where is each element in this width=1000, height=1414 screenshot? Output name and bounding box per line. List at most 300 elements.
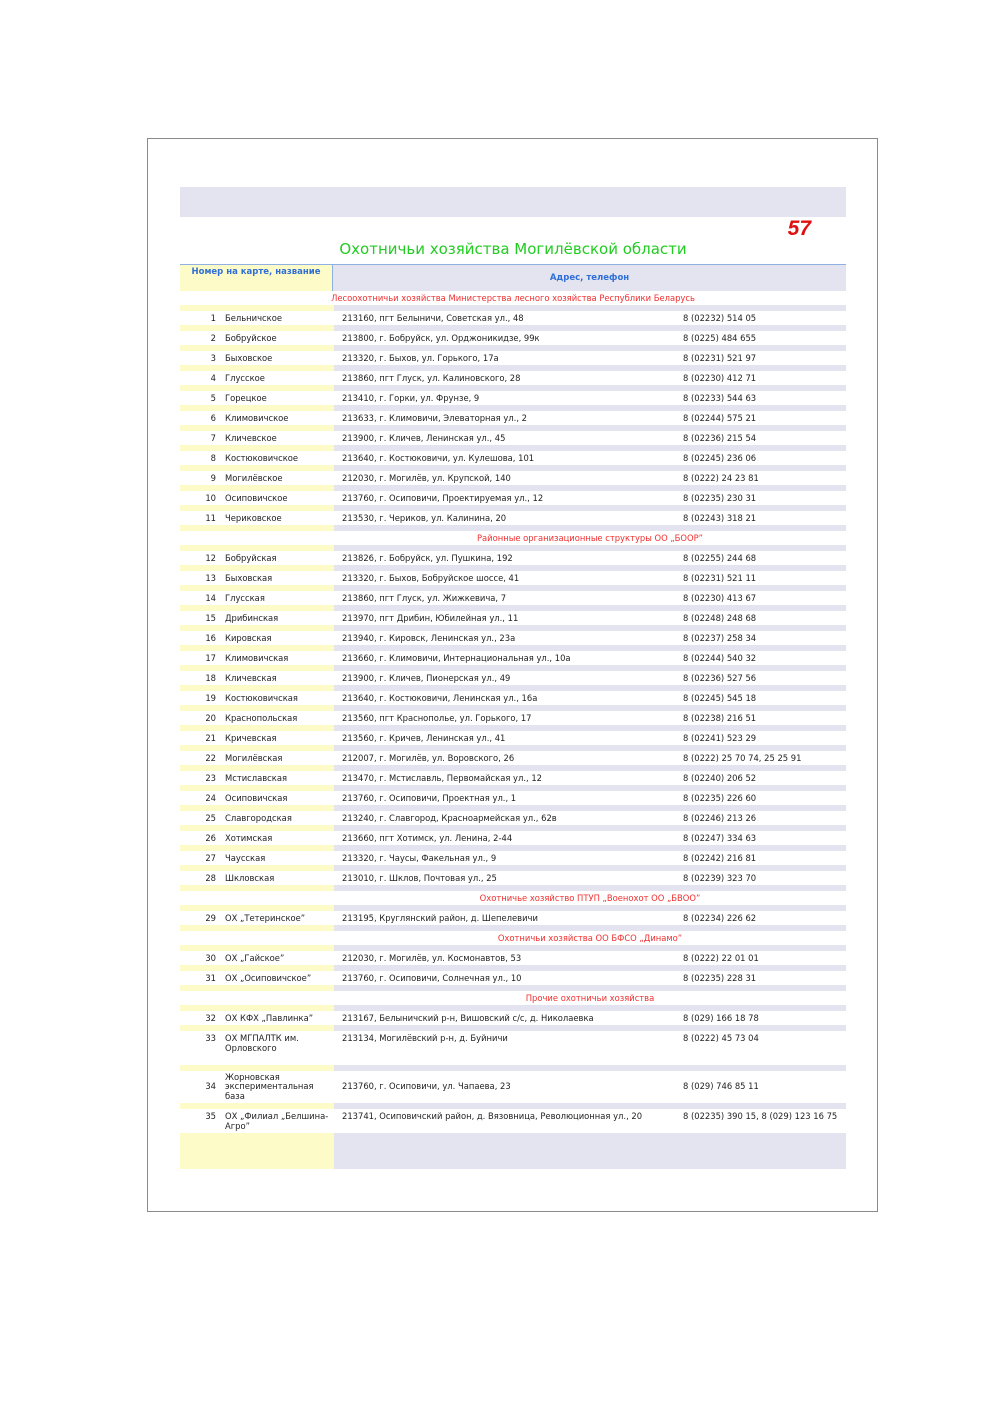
- stripe-left: [180, 1025, 334, 1031]
- row-address: 213160, пгт Белыничи, Советская ул., 48: [342, 313, 524, 323]
- row-phone: 8 (02235) 230 31: [683, 493, 757, 503]
- stripe-right: [334, 585, 846, 591]
- row-phone: 8 (02239) 323 70: [683, 873, 757, 883]
- row-number: 26: [205, 833, 216, 843]
- row-phone: 8 (02230) 412 71: [683, 373, 757, 383]
- hunting-farms-table: [180, 291, 846, 1169]
- row-name: Костюковичская: [225, 693, 298, 703]
- stripe-left: [180, 925, 334, 931]
- row-phone: 8 (02233) 544 63: [683, 393, 757, 403]
- row-phone: 8 (02243) 318 21: [683, 513, 757, 523]
- stripe-left: [180, 305, 334, 311]
- stripe-right: [334, 625, 846, 631]
- row-phone: 8 (02245) 545 18: [683, 693, 757, 703]
- stripe-left: [180, 845, 334, 851]
- row-name: ОХ „Филиал „Белшина-Агро”: [225, 1111, 329, 1131]
- header-col-name: Номер на карте, название: [180, 265, 333, 291]
- stripe-left: [180, 425, 334, 431]
- page-content: [180, 187, 846, 1131]
- row-address: 213134, Могилёвский р-н, д. Буйничи: [342, 1033, 508, 1043]
- table-row: [180, 1109, 846, 1133]
- table-header: [180, 264, 846, 291]
- row-name: Кличевское: [225, 433, 277, 443]
- row-stripe: [180, 745, 846, 751]
- stripe-left: [180, 465, 334, 471]
- row-name: Славгородская: [225, 813, 292, 823]
- row-number: 1: [210, 313, 216, 323]
- row-number: 6: [210, 413, 216, 423]
- row-address: 212030, г. Могилёв, ул. Крупской, 140: [342, 473, 511, 483]
- row-address: 213741, Осиповичский район, д. Вязовница, Революционная ул., 20: [342, 1111, 643, 1121]
- stripe-left: [180, 405, 334, 411]
- row-stripe: [180, 965, 846, 971]
- stripe-right: [334, 365, 846, 371]
- row-number: 23: [205, 773, 216, 783]
- stripe-right: [334, 785, 846, 791]
- stripe-right: [334, 725, 846, 731]
- table-row: [180, 671, 846, 685]
- table-row: [180, 351, 846, 365]
- page-title: Охотничьи хозяйства Могилёвской области: [339, 240, 687, 258]
- stripe-right: [334, 965, 846, 971]
- row-phone: 8 (02244) 575 21: [683, 413, 757, 423]
- row-name: Шкловская: [225, 873, 275, 883]
- row-number: 15: [205, 613, 216, 623]
- stripe-left: [180, 805, 334, 811]
- table-row: [180, 971, 846, 985]
- row-address: 213760, г. Осиповичи, Проектная ул., 1: [342, 793, 517, 803]
- row-address: 213900, г. Кличев, Ленинская ул., 45: [342, 433, 506, 443]
- row-name: Горецкое: [225, 393, 267, 403]
- row-address: 213240, г. Славгород, Красноармейская ул., 62в: [342, 813, 557, 823]
- stripe-left: [180, 885, 334, 891]
- stripe-left: [180, 545, 334, 551]
- row-stripe: [180, 545, 846, 551]
- stripe-right: [334, 765, 846, 771]
- row-stripe: [180, 365, 846, 371]
- stripe-right: [334, 345, 846, 351]
- row-stripe: [180, 805, 846, 811]
- row-name: Могилёвская: [225, 753, 283, 763]
- row-name: Кировская: [225, 633, 272, 643]
- bottom-band-left: [180, 1133, 334, 1169]
- row-address: 213320, г. Чаусы, Факельная ул., 9: [342, 853, 497, 863]
- stripe-right: [334, 685, 846, 691]
- row-stripe: [180, 785, 846, 791]
- row-number: 24: [205, 793, 216, 803]
- row-address: 213633, г. Климовичи, Элеваторная ул., 2: [342, 413, 527, 423]
- table-row: [180, 791, 846, 805]
- header-col-address: Адрес, телефон: [333, 265, 846, 291]
- section-heading: Прочие охотничьи хозяйства: [525, 993, 655, 1003]
- section-heading: Районные организационные структуры ОО „БООР”: [477, 533, 703, 543]
- row-address: 213860, пгт Глуск, ул. Жижкевича, 7: [342, 593, 507, 603]
- table-row: [180, 731, 846, 745]
- row-number: 25: [205, 813, 216, 823]
- table-row: [180, 511, 846, 525]
- row-address: 213660, пгт Хотимск, ул. Ленина, 2-44: [342, 833, 513, 843]
- stripe-left: [180, 705, 334, 711]
- row-number: 30: [205, 953, 216, 963]
- row-name: Хотимская: [225, 833, 273, 843]
- row-name: Бобруйская: [225, 553, 277, 563]
- stripe-left: [180, 585, 334, 591]
- row-name: Бельничское: [225, 313, 282, 323]
- row-phone: 8 (02244) 540 32: [683, 653, 757, 663]
- row-name: Осиповичская: [225, 793, 288, 803]
- row-name: Кричевская: [225, 733, 277, 743]
- table-row: [180, 691, 846, 705]
- row-name: Глусское: [225, 373, 265, 383]
- row-stripe: [180, 405, 846, 411]
- row-number: 19: [205, 693, 216, 703]
- stripe-left: [180, 745, 334, 751]
- row-number: 34: [205, 1081, 216, 1092]
- row-name: Чериковское: [225, 513, 282, 523]
- row-number: 3: [210, 353, 216, 363]
- row-number: 18: [205, 673, 216, 683]
- row-number: 32: [205, 1013, 216, 1023]
- row-stripe: [180, 1025, 846, 1031]
- stripe-right: [334, 845, 846, 851]
- row-address: 213320, г. Быхов, ул. Горького, 17а: [342, 353, 499, 363]
- row-name: Бобруйское: [225, 333, 277, 343]
- stripe-right: [334, 1065, 846, 1071]
- stripe-left: [180, 765, 334, 771]
- bottom-band-right: [334, 1133, 846, 1169]
- stripe-left: [180, 665, 334, 671]
- row-phone: 8 (02246) 213 26: [683, 813, 757, 823]
- table-row: [180, 431, 846, 445]
- section-heading: Охотничьи хозяйства ОО БФСО „Динамо”: [497, 933, 683, 943]
- stripe-right: [334, 825, 846, 831]
- top-band: [180, 187, 846, 217]
- stripe-left: [180, 325, 334, 331]
- row-phone: 8 (02255) 244 68: [683, 553, 757, 563]
- row-number: 22: [205, 753, 216, 763]
- stripe-left: [180, 1065, 334, 1071]
- stripe-right: [334, 905, 846, 911]
- row-phone: 8 (02237) 258 34: [683, 633, 757, 643]
- row-stripe: [180, 1005, 846, 1011]
- section-heading: Охотничье хозяйство ПТУП „Военохот ОО „БВОО”: [479, 893, 701, 903]
- row-phone: 8 (02235) 228 31: [683, 973, 757, 983]
- row-name: Климовичское: [225, 413, 289, 423]
- row-number: 14: [205, 593, 216, 603]
- page-number: 57: [787, 217, 811, 240]
- row-name: Осиповичское: [225, 493, 288, 503]
- row-stripe: [180, 325, 846, 331]
- row-number: 5: [210, 393, 216, 403]
- row-phone: 8 (0222) 45 73 04: [683, 1033, 759, 1043]
- stripe-left: [180, 905, 334, 911]
- stripe-left: [180, 345, 334, 351]
- stripe-left: [180, 965, 334, 971]
- table-row: [180, 331, 846, 345]
- stripe-right: [334, 865, 846, 871]
- row-number: 10: [205, 493, 216, 503]
- row-stripe: [180, 305, 846, 311]
- row-stripe: [180, 465, 846, 471]
- table-row: [180, 771, 846, 785]
- row-phone: 8 (0225) 484 655: [683, 333, 757, 343]
- table-row: [180, 871, 846, 885]
- stripe-right: [334, 805, 846, 811]
- row-stripe: [180, 765, 846, 771]
- row-stripe: [180, 705, 846, 711]
- row-phone: 8 (0222) 24 23 81: [683, 473, 759, 483]
- section-heading: Лесоохотничьи хозяйства Министерства лесного хозяйства Республики Беларусь: [331, 293, 695, 303]
- row-stripe: [180, 725, 846, 731]
- table-row: [180, 1031, 846, 1065]
- row-name: ОХ „Гайское”: [225, 953, 285, 963]
- row-stripe: [180, 425, 846, 431]
- row-name: Глусская: [225, 593, 265, 603]
- row-address: 213860, пгт Глуск, ул. Калиновского, 28: [342, 373, 521, 383]
- row-phone: 8 (02234) 226 62: [683, 913, 757, 923]
- row-number: 8: [210, 453, 216, 463]
- row-phone: 8 (02247) 334 63: [683, 833, 757, 843]
- table-row: [180, 911, 846, 925]
- table-row: [180, 711, 846, 725]
- table-row: [180, 391, 846, 405]
- stripe-right: [334, 425, 846, 431]
- stripe-right: [334, 505, 846, 511]
- table-row: [180, 451, 846, 465]
- row-stripe: [180, 945, 846, 951]
- stripe-left: [180, 525, 334, 531]
- row-number: 12: [205, 553, 216, 563]
- row-number: 27: [205, 853, 216, 863]
- row-number: 20: [205, 713, 216, 723]
- row-address: 213640, г. Костюковичи, Ленинская ул., 16а: [342, 693, 538, 703]
- stripe-left: [180, 1103, 334, 1109]
- row-phone: 8 (0222) 25 70 74, 25 25 91: [683, 753, 802, 763]
- stripe-right: [334, 705, 846, 711]
- table-row: [180, 491, 846, 505]
- table-row: [180, 311, 846, 325]
- row-name: Чаусская: [225, 853, 266, 863]
- stripe-right: [334, 665, 846, 671]
- row-address: 213760, г. Осиповичи, Солнечная ул., 10: [342, 973, 522, 983]
- stripe-left: [180, 725, 334, 731]
- row-address: 213660, г. Климовичи, Интернациональная ул., 10а: [342, 653, 571, 663]
- stripe-left: [180, 645, 334, 651]
- row-stripe: [180, 1103, 846, 1109]
- row-name: ОХ „Осиповичское”: [225, 973, 312, 983]
- row-name: ОХ КФХ „Павлинка”: [225, 1013, 314, 1023]
- stripe-right: [334, 605, 846, 611]
- stripe-right: [334, 945, 846, 951]
- row-stripe: [180, 665, 846, 671]
- row-address: 213167, Белыничский р-н, Вишовский с/с, д. Николаевка: [342, 1013, 594, 1023]
- row-number: 11: [205, 513, 216, 523]
- row-number: 33: [205, 1033, 216, 1043]
- row-address: 213760, г. Осиповичи, Проектируемая ул., 12: [342, 493, 544, 503]
- stripe-right: [334, 565, 846, 571]
- row-address: 212030, г. Могилёв, ул. Космонавтов, 53: [342, 953, 522, 963]
- stripe-left: [180, 1005, 334, 1011]
- stripe-right: [334, 405, 846, 411]
- table-row: [180, 811, 846, 825]
- stripe-right: [334, 485, 846, 491]
- stripe-left: [180, 985, 334, 991]
- row-name: Быховское: [225, 353, 273, 363]
- row-name: ОХ „Тетеринское”: [225, 913, 306, 923]
- stripe-left: [180, 685, 334, 691]
- row-address: 213826, г. Бобруйск, ул. Пушкина, 192: [342, 553, 513, 563]
- row-phone: 8 (02245) 236 06: [683, 453, 757, 463]
- row-stripe: [180, 905, 846, 911]
- row-number: 16: [205, 633, 216, 643]
- table-row: [180, 651, 846, 665]
- table-row: [180, 371, 846, 385]
- row-name: Краснопольская: [225, 713, 298, 723]
- row-address: 212007, г. Могилёв, ул. Воровского, 26: [342, 753, 515, 763]
- row-address: 213940, г. Кировск, Ленинская ул., 23а: [342, 633, 516, 643]
- row-phone: 8 (02232) 514 05: [683, 313, 757, 323]
- row-address: 213640, г. Костюковичи, ул. Кулешова, 101: [342, 453, 535, 463]
- row-address: 213760, г. Осиповичи, ул. Чапаева, 23: [342, 1081, 511, 1092]
- row-phone: 8 (02236) 215 54: [683, 433, 757, 443]
- bottom-band: [180, 1133, 846, 1169]
- stripe-left: [180, 485, 334, 491]
- row-phone: 8 (02231) 521 11: [683, 573, 757, 583]
- row-number: 7: [210, 433, 216, 443]
- table-row: [180, 571, 846, 585]
- row-address: 213560, г. Кричев, Ленинская ул., 41: [342, 733, 506, 743]
- stripe-left: [180, 945, 334, 951]
- row-stripe: [180, 605, 846, 611]
- table-row: [180, 851, 846, 865]
- table-row: [180, 591, 846, 605]
- row-number: 9: [210, 473, 216, 483]
- table-row: [180, 951, 846, 965]
- stripe-left: [180, 825, 334, 831]
- row-name: Жорновская экспериментальная база: [225, 1071, 314, 1101]
- table-row: [180, 1011, 846, 1025]
- row-stripe: [180, 585, 846, 591]
- row-address: 213560, пгт Краснополье, ул. Горького, 17: [342, 713, 532, 723]
- row-stripe: [180, 985, 846, 991]
- stripe-left: [180, 445, 334, 451]
- row-stripe: [180, 1065, 846, 1071]
- row-name: Кличевская: [225, 673, 277, 683]
- row-stripe: [180, 625, 846, 631]
- row-number: 2: [210, 333, 216, 343]
- row-number: 28: [205, 873, 216, 883]
- stripe-right: [334, 325, 846, 331]
- row-phone: 8 (02241) 523 29: [683, 733, 757, 743]
- stripe-left: [180, 625, 334, 631]
- table-row: [180, 751, 846, 765]
- row-phone: 8 (02235) 226 60: [683, 793, 757, 803]
- stripe-right: [334, 445, 846, 451]
- row-phone: 8 (02240) 206 52: [683, 773, 757, 783]
- stripe-left: [180, 365, 334, 371]
- stripe-left: [180, 565, 334, 571]
- row-stripe: [180, 565, 846, 571]
- stripe-left: [180, 385, 334, 391]
- row-address: 213800, г. Бобруйск, ул. Орджоникидзе, 99к: [342, 333, 540, 343]
- stripe-right: [334, 645, 846, 651]
- row-stripe: [180, 345, 846, 351]
- row-address: 213195, Круглянский район, д. Шепелевичи: [342, 913, 538, 923]
- row-phone: 8 (029) 166 18 78: [683, 1013, 759, 1023]
- row-number: 31: [205, 973, 216, 983]
- row-address: 213530, г. Чериков, ул. Калинина, 20: [342, 513, 507, 523]
- row-address: 213900, г. Кличев, Пионерская ул., 49: [342, 673, 511, 683]
- row-address: 213010, г. Шклов, Почтовая ул., 25: [342, 873, 497, 883]
- stripe-right: [334, 1103, 846, 1109]
- row-stripe: [180, 845, 846, 851]
- row-number: 17: [205, 653, 216, 663]
- stripe-left: [180, 865, 334, 871]
- row-stripe: [180, 485, 846, 491]
- row-stripe: [180, 865, 846, 871]
- row-address: 213970, пгт Дрибин, Юбилейная ул., 11: [342, 613, 519, 623]
- stripe-right: [334, 465, 846, 471]
- row-stripe: [180, 685, 846, 691]
- row-number: 4: [210, 373, 216, 383]
- stripe-left: [180, 505, 334, 511]
- row-phone: 8 (02236) 527 56: [683, 673, 757, 683]
- table-row: [180, 551, 846, 565]
- row-stripe: [180, 645, 846, 651]
- row-phone: 8 (029) 746 85 11: [683, 1081, 759, 1092]
- row-stripe: [180, 445, 846, 451]
- row-address: 213320, г. Быхов, Бобруйское шоссе, 41: [342, 573, 520, 583]
- row-stripe: [180, 505, 846, 511]
- table-row: [180, 411, 846, 425]
- table-row: [180, 831, 846, 845]
- stripe-right: [334, 1025, 846, 1031]
- row-name: Дрибинская: [225, 613, 279, 623]
- table-row: [180, 631, 846, 645]
- stripe-left: [180, 605, 334, 611]
- row-phone: 8 (02238) 216 51: [683, 713, 757, 723]
- row-phone: 8 (0222) 22 01 01: [683, 953, 759, 963]
- row-number: 13: [205, 573, 216, 583]
- row-address: 213410, г. Горки, ул. Фрунзе, 9: [342, 393, 480, 403]
- row-name: ОХ МГПАЛТК им. Орловского: [225, 1033, 299, 1053]
- row-name: Быховская: [225, 573, 273, 583]
- row-address: 213470, г. Мстиславль, Первомайская ул., 12: [342, 773, 542, 783]
- row-name: Климовичская: [225, 653, 289, 663]
- row-stripe: [180, 385, 846, 391]
- table-row: [180, 1071, 846, 1103]
- row-number: 21: [205, 733, 216, 743]
- stripe-right: [334, 745, 846, 751]
- stripe-right: [334, 305, 846, 311]
- stripe-right: [334, 1005, 846, 1011]
- table-row: [180, 611, 846, 625]
- row-phone: 8 (02231) 521 97: [683, 353, 757, 363]
- stripe-right: [334, 385, 846, 391]
- row-number: 35: [205, 1111, 216, 1121]
- row-name: Могилёвское: [225, 473, 283, 483]
- stripe-right: [334, 545, 846, 551]
- row-phone: 8 (02230) 413 67: [683, 593, 757, 603]
- row-name: Мстиславская: [225, 773, 288, 783]
- row-phone: 8 (02242) 216 81: [683, 853, 757, 863]
- row-stripe: [180, 825, 846, 831]
- stripe-left: [180, 785, 334, 791]
- table-row: [180, 471, 846, 485]
- row-phone: 8 (02235) 390 15, 8 (029) 123 16 75: [683, 1111, 838, 1121]
- row-name: Костюковичское: [225, 453, 299, 463]
- row-phone: 8 (02248) 248 68: [683, 613, 757, 623]
